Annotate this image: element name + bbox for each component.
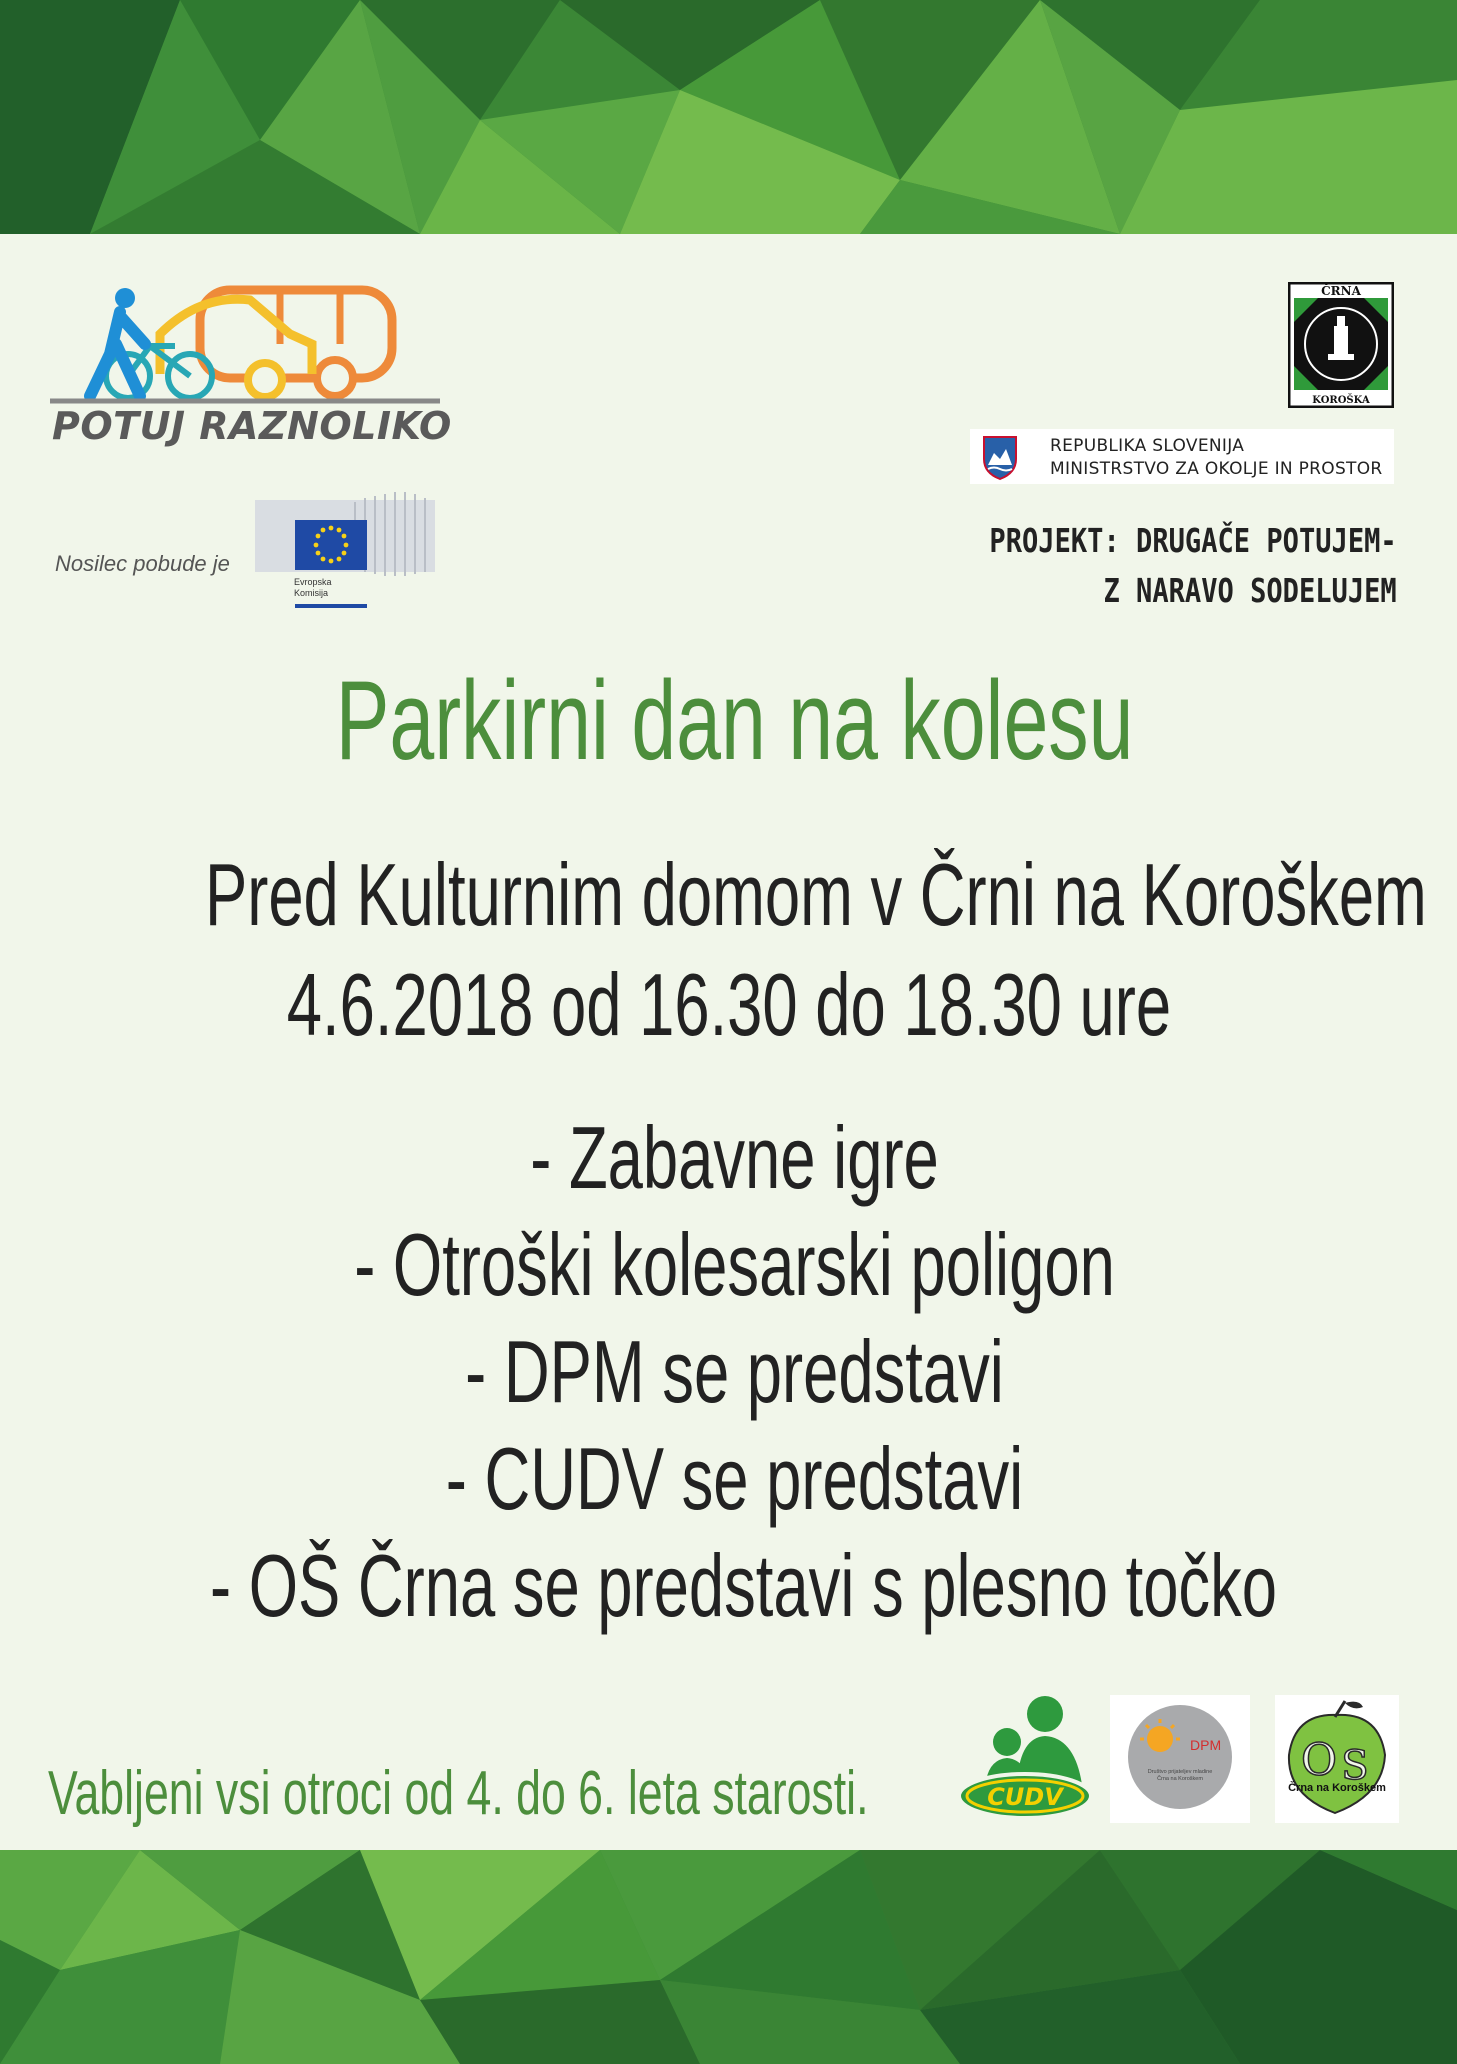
ec-label-line1: Evropska (294, 577, 332, 587)
os-letter-o-icon: O (1300, 1735, 1338, 1786)
dpm-caption: Društvo prijateljev mladine Črna na Koroškem (1147, 1769, 1213, 1782)
os-label: Črna na Koroškem (1288, 1782, 1386, 1794)
bottom-decorative-band (0, 1850, 1457, 2064)
invitation-text: Vabljeni vsi otroci od 4. do 6. leta starosti. (48, 1759, 869, 1828)
project-line2: Z NARAVO SODELUJEM (1103, 571, 1397, 610)
project-name (990, 516, 1397, 616)
initiator-label: Nosilec pobude je (55, 551, 230, 576)
os-letter-s-icon: S (1341, 1743, 1369, 1789)
emblem-bottom-text: KOROŠKA (1312, 395, 1370, 406)
activity-item: - Zabavne igre (530, 1108, 939, 1207)
european-commission-logo (255, 488, 435, 610)
dpm-label: DPM (1190, 1737, 1222, 1753)
activity-item: - Otroški kolesarski poligon (354, 1215, 1115, 1314)
top-decorative-band (0, 0, 1457, 234)
slovenia-coat-of-arms-icon (970, 429, 1030, 484)
event-location: Pred Kulturnim domom v Črni na Koroškem (204, 845, 1427, 944)
ministry-country-name: REPUBLIKA SLOVENIJA (1050, 436, 1245, 456)
european-commission-label (294, 577, 332, 599)
dpm-logo (1110, 1695, 1250, 1823)
project-line1: PROJEKT: DRUGAČE POTUJEM- (989, 521, 1397, 560)
ec-label-line2: Komisija (294, 588, 329, 598)
cudv-label: CUDV (987, 1783, 1063, 1811)
activity-item: - OŠ Črna se predstavi s plesno točko (210, 1536, 1278, 1635)
event-title: Parkirni dan na kolesu (335, 658, 1134, 783)
os-crna-logo (1275, 1695, 1399, 1823)
potuj-raznoliko-wordmark: POTUJ RAZNOLIKO (52, 404, 452, 448)
crna-koroska-emblem (1288, 282, 1394, 408)
cudv-logo (955, 1692, 1095, 1822)
activity-item: - DPM se predstavi (465, 1322, 1004, 1421)
event-datetime: 4.6.2018 od 16.30 do 18.30 ure (286, 955, 1172, 1054)
activity-item: - CUDV se predstavi (445, 1429, 1024, 1528)
ministry-name: MINISTRSTVO ZA OKOLJE IN PROSTOR (1050, 459, 1383, 479)
emblem-top-text: ČRNA (1321, 284, 1361, 298)
